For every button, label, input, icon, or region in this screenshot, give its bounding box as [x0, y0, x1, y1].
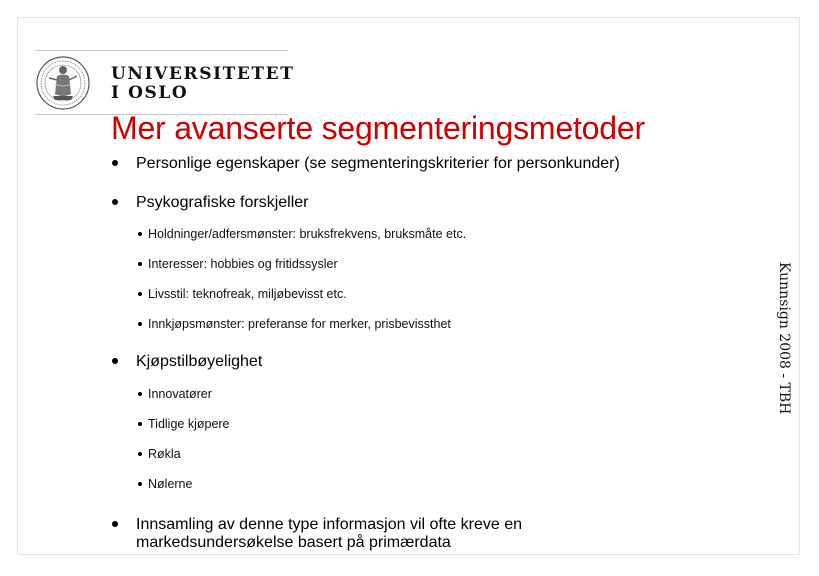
sub-bullet-dot-icon: [138, 392, 142, 396]
bullet-text-line2: markedsundersøkelse basert på primærdata: [136, 534, 451, 551]
sub-bullet-text: Holdninger/adfersmønster: bruksfrekvens, bruksmåte etc.: [148, 227, 467, 241]
sub-bullet-text: Livsstil: teknofreak, miljøbevisst etc.: [148, 287, 347, 301]
bullet-text: Psykografiske forskjeller: [136, 194, 309, 211]
sub-bullet-text: Innkjøpsmønster: preferanse for merker, prisbevissthet: [148, 317, 451, 331]
sub-bullet-text: Interesser: hobbies og fritidssysler: [148, 257, 338, 271]
logo-rule-top: [35, 50, 288, 51]
side-footer-text: Kunnsign 2008 - TBH: [776, 262, 792, 415]
bullet-dot-icon: [112, 199, 118, 205]
sub-bullet-dot-icon: [138, 322, 142, 326]
sub-bullet-dot-icon: [138, 482, 142, 486]
bullet-dot-icon: [112, 160, 118, 166]
sub-bullet-dot-icon: [138, 422, 142, 426]
university-name-line1: UNIVERSITETET: [111, 64, 295, 84]
sub-bullet-dot-icon: [138, 262, 142, 266]
bullet-dot-icon: [112, 358, 118, 364]
sub-bullet-dot-icon: [138, 452, 142, 456]
side-footer: [770, 262, 792, 422]
sub-bullet-text: Røkla: [148, 447, 181, 461]
sub-bullet-text: Nølerne: [148, 477, 193, 491]
bullet-text: Personlige egenskaper (se segmenteringskriterier for personkunder): [136, 155, 620, 172]
sub-bullet-dot-icon: [138, 292, 142, 296]
bullet-dot-icon: [112, 521, 118, 527]
bullet-text: [136, 516, 522, 552]
sub-bullet-dot-icon: [138, 232, 142, 236]
university-name-line2: I OSLO: [111, 83, 189, 103]
bullet-text-line1: Innsamling av denne type informasjon vil ofte kreve en: [136, 516, 522, 533]
bullet-text: Kjøpstilbøyelighet: [136, 353, 263, 370]
sub-bullet-text: Innovatører: [148, 387, 212, 401]
university-logo: [35, 50, 295, 118]
sub-bullet-text: Tidlige kjøpere: [148, 417, 230, 431]
university-name: [111, 65, 295, 103]
slide-title: Mer avanserte segmenteringsmetoder: [111, 110, 645, 146]
university-seal-icon: [35, 54, 97, 112]
